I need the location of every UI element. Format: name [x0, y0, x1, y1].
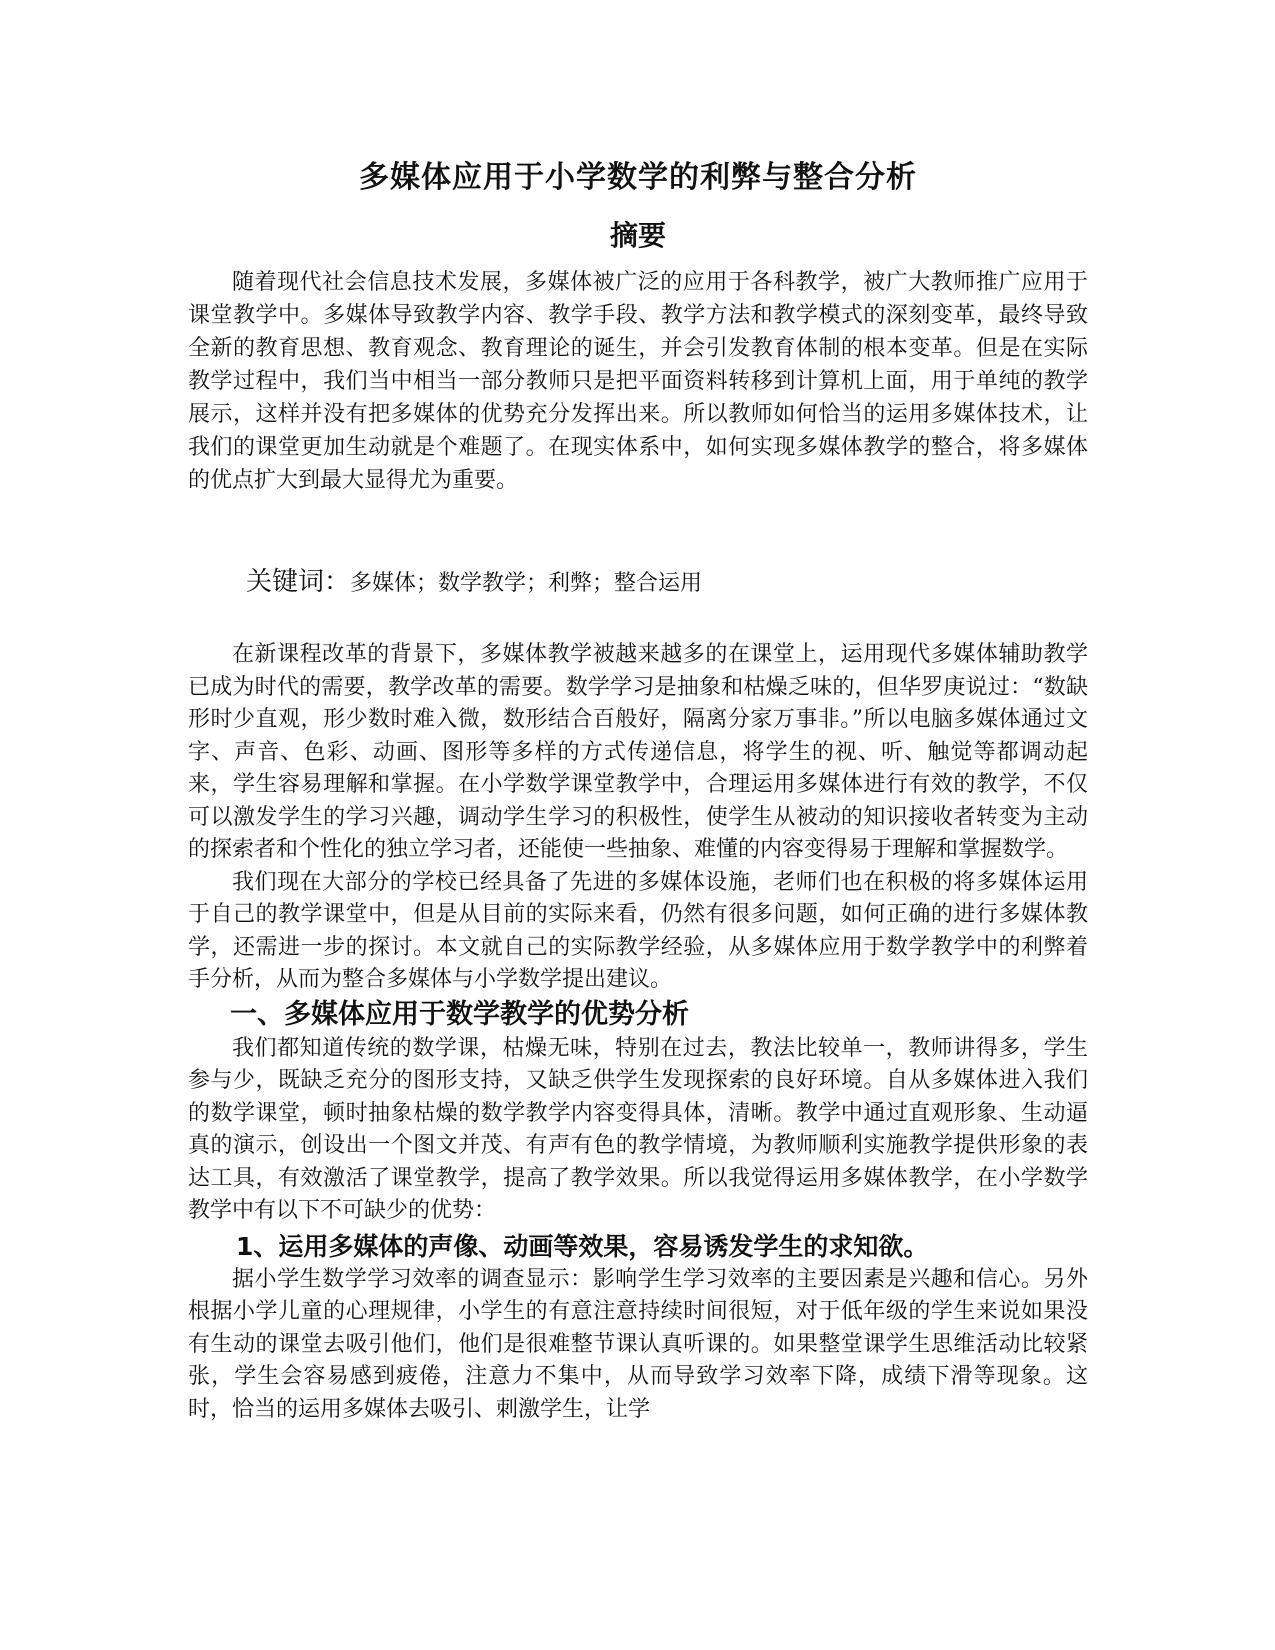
keywords-text: 多媒体；数学教学；利弊；整合运用: [350, 571, 703, 596]
subsection-paragraph: 据小学生数学学习效率的调查显示：影响学生学习效率的主要因素是兴趣和信心。另外根据小学儿童的心理规律，小学生的有意注意持续时间很短，对于低年级的学生来说如果没有生动的课堂去吸引他们，他们是很难整节课认真听课的。如果整堂课学生思维活动比较紧张，学生会容易感到疲倦，注意力不集中，从而导致学习效率下降，成绩下滑等现象。这时，恰当的运用多媒体去吸引、刺激学生，让学: [188, 1266, 1088, 1422]
section-paragraph: 我们都知道传统的数学课，枯燥无味，特别在过去，教法比较单一，教师讲得多，学生参与少，既缺乏充分的图形支持，又缺乏供学生发现探索的良好环境。自从多媒体进入我们的数学课堂，顿时抽象枯燥的数学教学内容变得具体，清晰。教学中通过直观形象、生动逼真的演示，创设出一个图文并茂、有声有色的教学情境，为教师顺利实施教学提供形象的表达工具，有效激活了课堂教学，提高了教学效果。所以我觉得运用多媒体教学，在小学数学教学中有以下不可缺少的优势：: [188, 1035, 1088, 1223]
subsection-heading: 1、运用多媒体的声像、动画等效果，容易诱发学生的求知欲。: [236, 1231, 929, 1261]
section-heading: 一、多媒体应用于数学教学的优势分析: [230, 998, 689, 1030]
document-title: 多媒体应用于小学数学的利弊与整合分析: [359, 160, 917, 195]
keywords-label: 关键词：: [246, 567, 351, 597]
intro-paragraph-1: 在新课程改革的背景下，多媒体教学被越来越多的在课堂上，运用现代多媒体辅助教学已成为时代的需要，教学改革的需要。数学学习是抽象和枯燥乏味的，但华罗庚说过：“数缺形时少直观，形少数时难入微，数形结合百般好，隔离分家万事非。”所以电脑多媒体通过文字、声音、色彩、动画、图形等多样的方式传递信息，将学生的视、听、触觉等都调动起来，学生容易理解和掌握。在小学数学课堂教学中，合理运用多媒体进行有效的教学，不仅可以激发学生的学习兴趣，调动学生学习的积极性，使学生从被动的知识接收者转变为主动的探索者和个性化的独立学习者，还能使一些抽象、难懂的内容变得易于理解和掌握数学。: [188, 642, 1088, 862]
keywords-line: [188, 565, 1088, 601]
abstract-paragraph: 随着现代社会信息技术发展，多媒体被广泛的应用于各科教学，被广大教师推广应用于课堂教学中。多媒体导致教学内容、教学手段、教学方法和教学模式的深刻变革，最终导致全新的教育思想、教育观念、教育理论的诞生，并会引发教育体制的根本变革。但是在实际教学过程中，我们当中相当一部分教师只是把平面资料转移到计算机上面，用于单纯的教学展示，这样并没有把多媒体的优势充分发挥出来。所以教师如何恰当的运用多媒体技术，让我们的课堂更加生动就是个难题了。在现实体系中，如何实现多媒体教学的整合，将多媒体的优点扩大到最大显得尤为重要。: [188, 270, 1088, 493]
abstract-heading: 摘要: [609, 219, 666, 252]
intro-paragraph-2: 我们现在大部分的学校已经具备了先进的多媒体设施，老师们也在积极的将多媒体运用于自己的教学课堂中，但是从目前的实际来看，仍然有很多问题，如何正确的进行多媒体教学，还需进一步的探讨。本文就自己的实际教学经验，从多媒体应用于数学教学中的利弊着手分析，从而为整合多媒体与小学数学提出建议。: [188, 869, 1088, 992]
document-page: [188, 140, 1088, 1426]
